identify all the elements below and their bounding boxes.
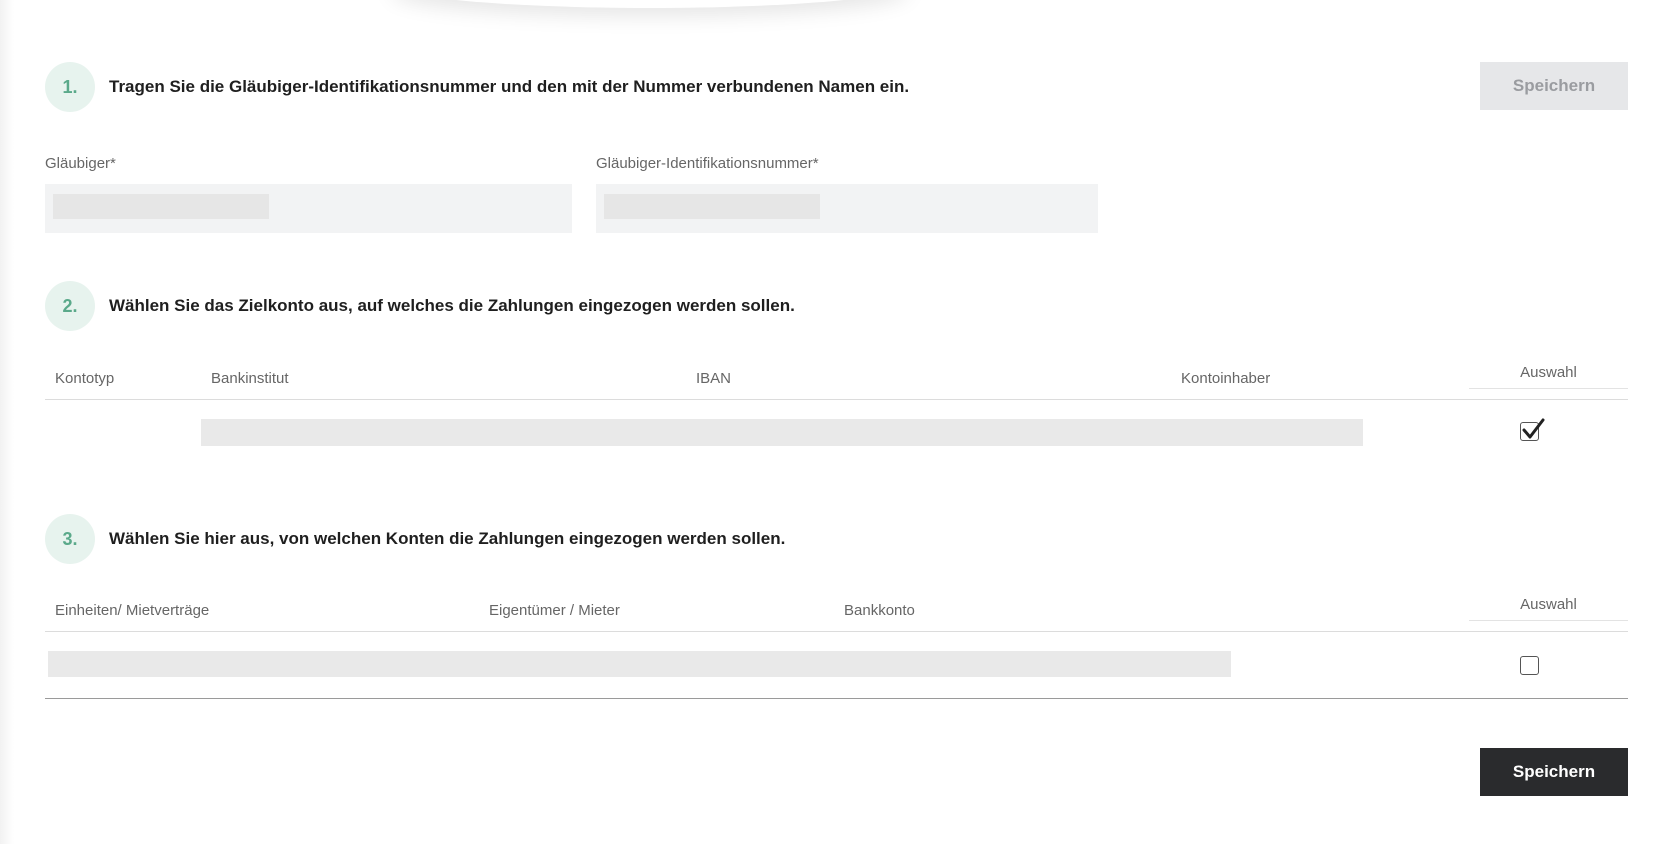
column-units: Einheiten/ Mietverträge — [55, 602, 210, 619]
table-2-header-divider — [45, 399, 1628, 400]
step-2-number: 2. — [45, 281, 95, 331]
table-3-header-divider — [45, 631, 1628, 632]
creditor-id-input[interactable] — [596, 184, 1098, 233]
account-row-placeholder — [201, 419, 1363, 446]
column-holder: Kontoinhaber — [1181, 370, 1271, 387]
checkmark-icon — [1520, 417, 1546, 443]
creditor-id-label: Gläubiger-Identifikationsnummer* — [596, 155, 819, 172]
unit-row-placeholder — [48, 651, 1231, 677]
column-bank: Bankinstitut — [211, 370, 289, 387]
column-selection-3: Auswahl — [1469, 596, 1628, 621]
top-card-shadow — [390, 0, 910, 8]
save-button-bottom[interactable]: Speichern — [1480, 748, 1628, 796]
source-account-checkbox[interactable] — [1520, 656, 1539, 675]
step-2-header — [45, 281, 795, 331]
column-account-type: Kontotyp — [55, 370, 115, 387]
table-3-bottom-divider — [45, 698, 1628, 699]
step-2-text: Wählen Sie das Zielkonto aus, auf welches die Zahlungen eingezogen werden sollen. — [109, 296, 795, 315]
step-1-header — [45, 62, 909, 112]
step-3-number: 3. — [45, 514, 95, 564]
step-1-text: Tragen Sie die Gläubiger-Identifikationsnummer und den mit der Nummer verbundenen Namen ein. — [109, 77, 910, 96]
step-3-text: Wählen Sie hier aus, von welchen Konten die Zahlungen eingezogen werden sollen. — [109, 529, 786, 548]
column-selection-2: Auswahl — [1469, 364, 1628, 389]
creditor-input[interactable] — [45, 184, 572, 233]
step-3-header — [45, 514, 785, 564]
creditor-label: Gläubiger* — [45, 155, 116, 172]
target-account-checkbox[interactable] — [1520, 422, 1539, 441]
creditor-id-value-placeholder — [604, 194, 820, 219]
column-owner: Eigentümer / Mieter — [489, 602, 620, 619]
save-button-top[interactable]: Speichern — [1480, 62, 1628, 110]
creditor-value-placeholder — [53, 194, 269, 219]
step-1-number: 1. — [45, 62, 95, 112]
column-iban: IBAN — [696, 370, 732, 387]
left-edge-shadow — [0, 0, 14, 844]
column-account: Bankkonto — [844, 602, 915, 619]
